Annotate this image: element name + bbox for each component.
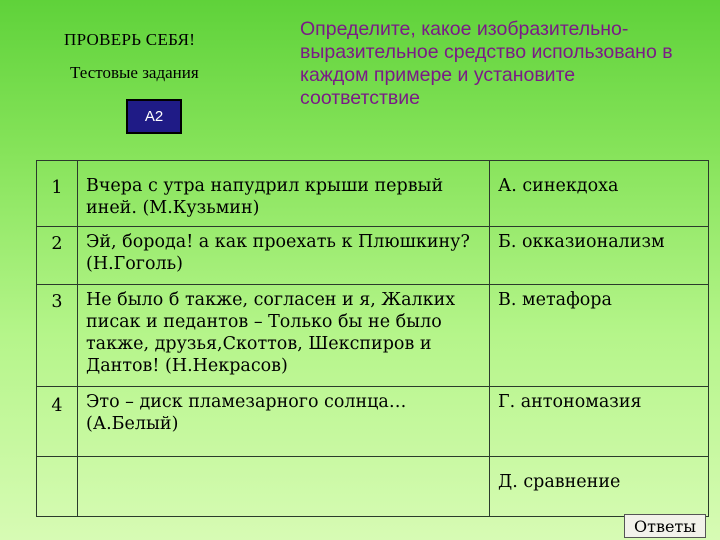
table-row [37,285,709,387]
example-cell: Не было б также, согласен и я, Жалких писак и педантов – Только бы не было также, друзья,Скоттов, Шекспиров и Дантов! (Н.Некрасов) [78,285,490,387]
answers-button[interactable]: Ответы [624,514,706,538]
page-title: ПРОВЕРЬ СЕБЯ! [64,30,196,49]
example-cell [78,457,490,517]
table-row [37,457,709,517]
table-row [37,161,709,227]
answer-option: А. синекдоха [490,161,709,227]
answer-option: Д. сравнение [490,457,709,517]
table-row [37,387,709,457]
row-number: 1 [37,161,78,227]
row-number: 2 [37,227,78,285]
table-row [37,227,709,285]
task-a2-button[interactable]: А2 [126,99,182,134]
answer-option: Б. окказионализм [490,227,709,285]
example-cell: Вчера с утра напудрил крыши первый иней. (М.Кузьмин) [78,161,490,227]
example-cell: Это – диск пламезарного солнца… (А.Белый) [78,387,490,457]
row-number: 3 [37,285,78,387]
matching-table [36,160,709,517]
instruction-text: Определите, какое изобразительно-выразительное средство использовано в каждом примере и установите соответствие [300,18,673,109]
page-subtitle: Тестовые задания [70,63,199,82]
row-number [37,457,78,517]
answer-option: В. метафора [490,285,709,387]
row-number: 4 [37,387,78,457]
answer-option: Г. антономазия [490,387,709,457]
example-cell: Эй, борода! а как проехать к Плюшкину? (Н.Гоголь) [78,227,490,285]
